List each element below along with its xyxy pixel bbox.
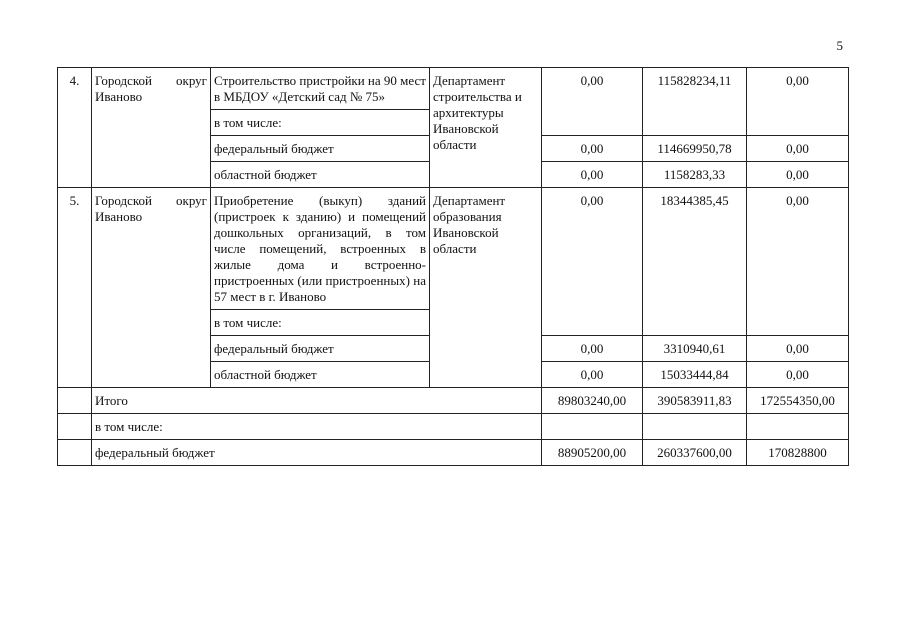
row-5-regional-value-2: 15033444,84 bbox=[643, 362, 747, 388]
row-5-value-2: 18344385,45 bbox=[643, 188, 747, 336]
total-federal-value-1: 88905200,00 bbox=[542, 440, 643, 466]
row-5-regional-label: областной бюджет bbox=[211, 362, 430, 388]
row-5-recipient: Городской округ Иваново bbox=[92, 188, 211, 388]
row-4-value-3: 0,00 bbox=[747, 68, 849, 136]
row-4-regional-label: областной бюджет bbox=[211, 162, 430, 188]
row-4-federal-value-3: 0,00 bbox=[747, 136, 849, 162]
row-4-regional-value-2: 1158283,33 bbox=[643, 162, 747, 188]
row-5-regional-value-3: 0,00 bbox=[747, 362, 849, 388]
row-4-federal-label: федеральный бюджет bbox=[211, 136, 430, 162]
total-value-3: 172554350,00 bbox=[747, 388, 849, 414]
table-row-5-main bbox=[58, 188, 849, 310]
row-5-value-1: 0,00 bbox=[542, 188, 643, 336]
row-5-federal-value-1: 0,00 bbox=[542, 336, 643, 362]
total-including: в том числе: bbox=[92, 414, 542, 440]
total-including-index-cell bbox=[58, 414, 92, 440]
total-including-value-2 bbox=[643, 414, 747, 440]
row-5-department: Департамент образования Ивановской области bbox=[430, 188, 542, 388]
total-label: Итого bbox=[92, 388, 542, 414]
row-5-regional-value-1: 0,00 bbox=[542, 362, 643, 388]
total-federal-index-cell bbox=[58, 440, 92, 466]
row-5-value-3: 0,00 bbox=[747, 188, 849, 336]
row-4-federal-value-2: 114669950,78 bbox=[643, 136, 747, 162]
row-4-index: 4. bbox=[58, 68, 92, 188]
budget-table bbox=[57, 67, 849, 466]
total-value-1: 89803240,00 bbox=[542, 388, 643, 414]
row-4-regional-value-3: 0,00 bbox=[747, 162, 849, 188]
row-4-federal-value-1: 0,00 bbox=[542, 136, 643, 162]
row-4-value-2: 115828234,11 bbox=[643, 68, 747, 136]
row-5-object: Приобретение (выкуп) зданий (пристроек к зданию) и помещений дошкольных организаций, в том числе помещений, встроенных в жилые дома и встроенно-пристроенных (или пристроенных) на 57 мест в г. Иваново bbox=[211, 188, 430, 310]
row-4-including: в том числе: bbox=[211, 110, 430, 136]
row-4-department: Департамент строительства и архитектуры Ивановской области bbox=[430, 68, 542, 188]
total-including-value-1 bbox=[542, 414, 643, 440]
total-federal-value-3: 170828800 bbox=[747, 440, 849, 466]
total-including-value-3 bbox=[747, 414, 849, 440]
row-4-recipient: Городской округ Иваново bbox=[92, 68, 211, 188]
total-federal-value-2: 260337600,00 bbox=[643, 440, 747, 466]
row-5-federal-value-2: 3310940,61 bbox=[643, 336, 747, 362]
table-row-4-main bbox=[58, 68, 849, 110]
table-row-total bbox=[58, 388, 849, 414]
page-number: 5 bbox=[836, 38, 843, 53]
table-row-total-including bbox=[58, 414, 849, 440]
table-row-total-federal bbox=[58, 440, 849, 466]
row-5-including: в том числе: bbox=[211, 310, 430, 336]
total-index-cell bbox=[58, 388, 92, 414]
row-4-regional-value-1: 0,00 bbox=[542, 162, 643, 188]
total-federal-label: федеральный бюджет bbox=[92, 440, 542, 466]
row-4-object: Строительство пристройки на 90 мест в МБДОУ «Детский сад № 75» bbox=[211, 68, 430, 110]
row-5-index: 5. bbox=[58, 188, 92, 388]
row-5-federal-label: федеральный бюджет bbox=[211, 336, 430, 362]
row-4-value-1: 0,00 bbox=[542, 68, 643, 136]
row-5-federal-value-3: 0,00 bbox=[747, 336, 849, 362]
total-value-2: 390583911,83 bbox=[643, 388, 747, 414]
